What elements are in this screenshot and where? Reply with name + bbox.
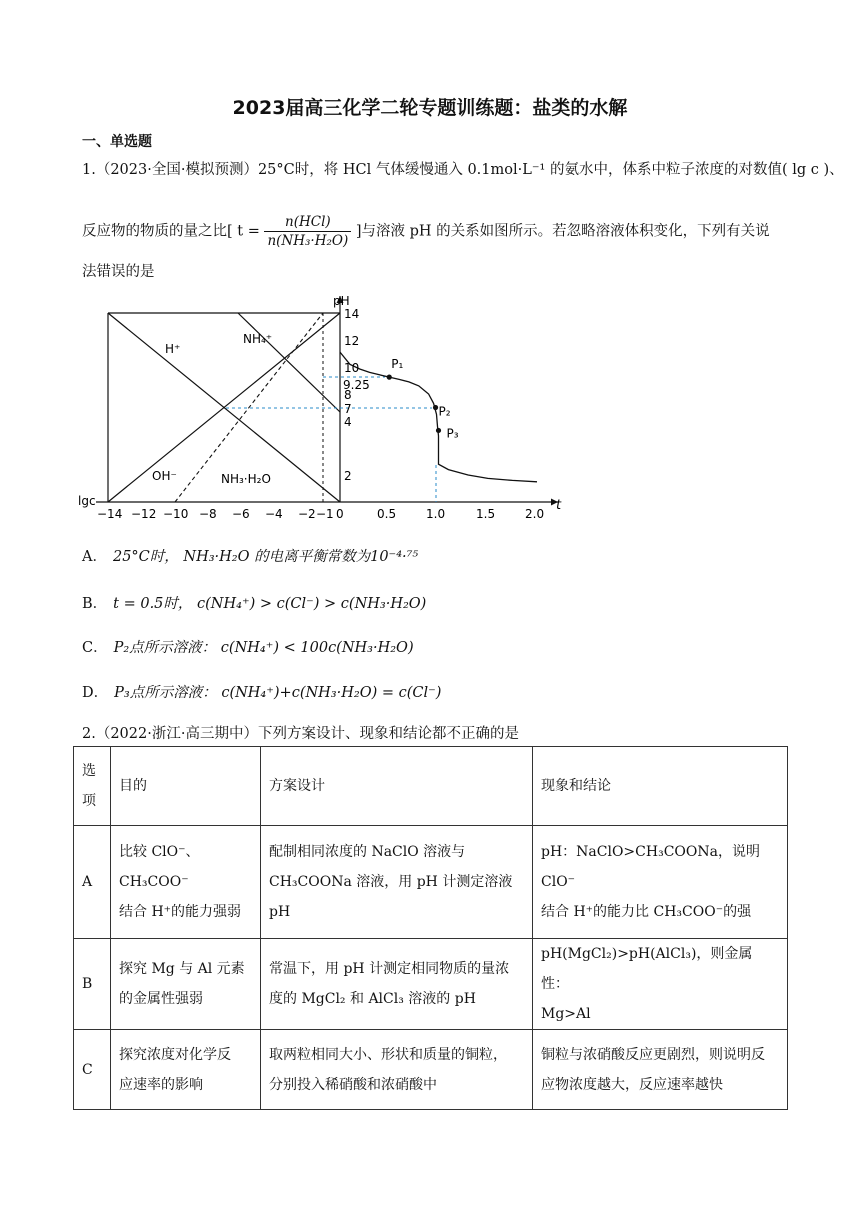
- option-a[interactable]: [82, 545, 418, 566]
- table-row: [74, 826, 788, 939]
- lgc-tick: −12: [131, 507, 157, 521]
- option-c-text: P₂点所示溶液： c(NH₄⁺) < 100c(NH₃·H₂O): [113, 640, 414, 656]
- ph-tick: 14: [344, 307, 360, 321]
- nh4-line: [238, 313, 340, 412]
- label-nh4: NH₄⁺: [243, 332, 273, 346]
- section-heading: 一、单选题: [82, 134, 152, 150]
- ph-tick: 12: [344, 334, 360, 348]
- point-marker: [387, 375, 392, 380]
- header-cell: 方案设计: [261, 747, 533, 826]
- t-tick: 0.5: [377, 507, 397, 521]
- result-cell: pH：NaClO>CH₃COONa，说明 ClO⁻ 结合 H⁺的能力比 CH₃COO⁻的强: [533, 826, 788, 939]
- purpose-cell: 探究 Mg 与 Al 元素 的金属性强弱: [111, 939, 261, 1030]
- ph-tick: 4: [344, 415, 352, 429]
- t-tick: 2.0: [525, 507, 545, 521]
- point-label: P₂: [438, 404, 451, 419]
- annotation-7: 7: [344, 402, 352, 416]
- table-row: [74, 1030, 788, 1110]
- option-d[interactable]: [82, 681, 441, 702]
- result-cell: pH(MgCl₂)>pH(AlCl₃)，则金属性： Mg>Al: [533, 939, 788, 1030]
- option-d-label: D．: [82, 685, 109, 701]
- label-oh-minus: OH⁻: [152, 469, 177, 483]
- t-tick: 1.0: [426, 507, 446, 521]
- purpose-cell: 比较 ClO⁻、CH₃COO⁻ 结合 H⁺的能力强弱: [111, 826, 261, 939]
- table-header-row: [74, 747, 788, 826]
- q1-line3: 法错误的是: [82, 264, 155, 280]
- q1-line1: 1.（2023·全国·模拟预测）25°C时，将 HCl 气体缓慢通入 0.1mol·L⁻¹ 的氨水中，体系中粒子浓度的对数值( lg c )、: [82, 162, 844, 178]
- ph-tick: 10: [344, 361, 360, 375]
- lgc-tick: −14: [97, 507, 123, 521]
- q1-line2-pre: 反应物的物质的量之比[ t =: [82, 223, 260, 240]
- ph-tick: 2: [344, 469, 352, 483]
- row-label: A: [74, 826, 111, 939]
- titration-chart: [78, 288, 578, 523]
- lgc-tick: −2: [298, 507, 316, 521]
- point-label: P₃: [446, 426, 459, 441]
- lgc-tick: −4: [265, 507, 283, 521]
- origin-tick: 0: [336, 507, 344, 521]
- design-cell: 常温下，用 pH 计测定相同物质的量浓 度的 MgCl₂ 和 AlCl₃ 溶液的 pH: [261, 939, 533, 1030]
- design-cell: 取两粒相同大小、形状和质量的铜粒， 分别投入稀硝酸和浓硝酸中: [261, 1030, 533, 1110]
- design-cell: 配制相同浓度的 NaClO 溶液与 CH₃COONa 溶液，用 pH 计测定溶液 pH: [261, 826, 533, 939]
- point-label: P₁: [391, 357, 404, 372]
- option-b[interactable]: [82, 592, 426, 613]
- annotation-925: 9.25: [343, 378, 370, 392]
- row-label: B: [74, 939, 111, 1030]
- option-d-text: P₃点所示溶液： c(NH₄⁺)+c(NH₃·H₂O) = c(Cl⁻): [114, 685, 442, 701]
- table-row: [74, 939, 788, 1030]
- q2-stem: 2.（2022·浙江·高三期中）下列方案设计、现象和结论都不正确的是: [82, 726, 519, 742]
- fraction-denominator: n(NH₃·H₂O): [267, 233, 349, 249]
- result-cell: 铜粒与浓硝酸反应更剧烈，则说明反 应物浓度越大，反应速率越快: [533, 1030, 788, 1110]
- ratio-fraction: [264, 213, 351, 250]
- option-c-label: C．: [82, 640, 108, 656]
- option-a-label: A．: [82, 549, 107, 565]
- page-title: 2023届高三化学二轮专题训练题：盐类的水解: [232, 97, 628, 119]
- fraction-numerator: n(HCl): [264, 213, 351, 232]
- lgc-axis-label: lgc: [78, 494, 96, 508]
- t-tick: 1.5: [476, 507, 496, 521]
- point-marker: [436, 428, 441, 433]
- option-a-text: 25°C时， NH₃·H₂O 的电离平衡常数为10⁻⁴·⁷⁵: [112, 549, 419, 565]
- option-c[interactable]: [82, 636, 414, 657]
- row-label: C: [74, 1030, 111, 1110]
- ph-axis-label: pH: [333, 294, 350, 308]
- header-cell: 选 项: [74, 747, 111, 826]
- lgc-tick: −8: [199, 507, 217, 521]
- q1-line2: [82, 213, 770, 250]
- label-h-plus: H⁺: [165, 342, 181, 356]
- label-nh3h2o: NH₃·H₂O: [221, 472, 271, 486]
- point-marker: [433, 405, 438, 410]
- option-b-label: B．: [82, 596, 108, 612]
- lgc-tick: −6: [232, 507, 250, 521]
- option-b-text: t = 0.5时， c(NH₄⁺) > c(Cl⁻) > c(NH₃·H₂O): [113, 596, 427, 612]
- header-cell: 目的: [111, 747, 261, 826]
- t-axis-label: t: [556, 498, 562, 513]
- ph-tick: 8: [344, 388, 352, 402]
- q2-table: [73, 746, 788, 1110]
- lgc-tick: −1: [316, 507, 334, 521]
- q1-line2-post: ]与溶液 pH 的关系如图所示。若忽略溶液体积变化，下列有关说: [355, 223, 770, 240]
- purpose-cell: 探究浓度对化学反 应速率的影响: [111, 1030, 261, 1110]
- lgc-tick: −10: [163, 507, 189, 521]
- header-cell: 现象和结论: [533, 747, 788, 826]
